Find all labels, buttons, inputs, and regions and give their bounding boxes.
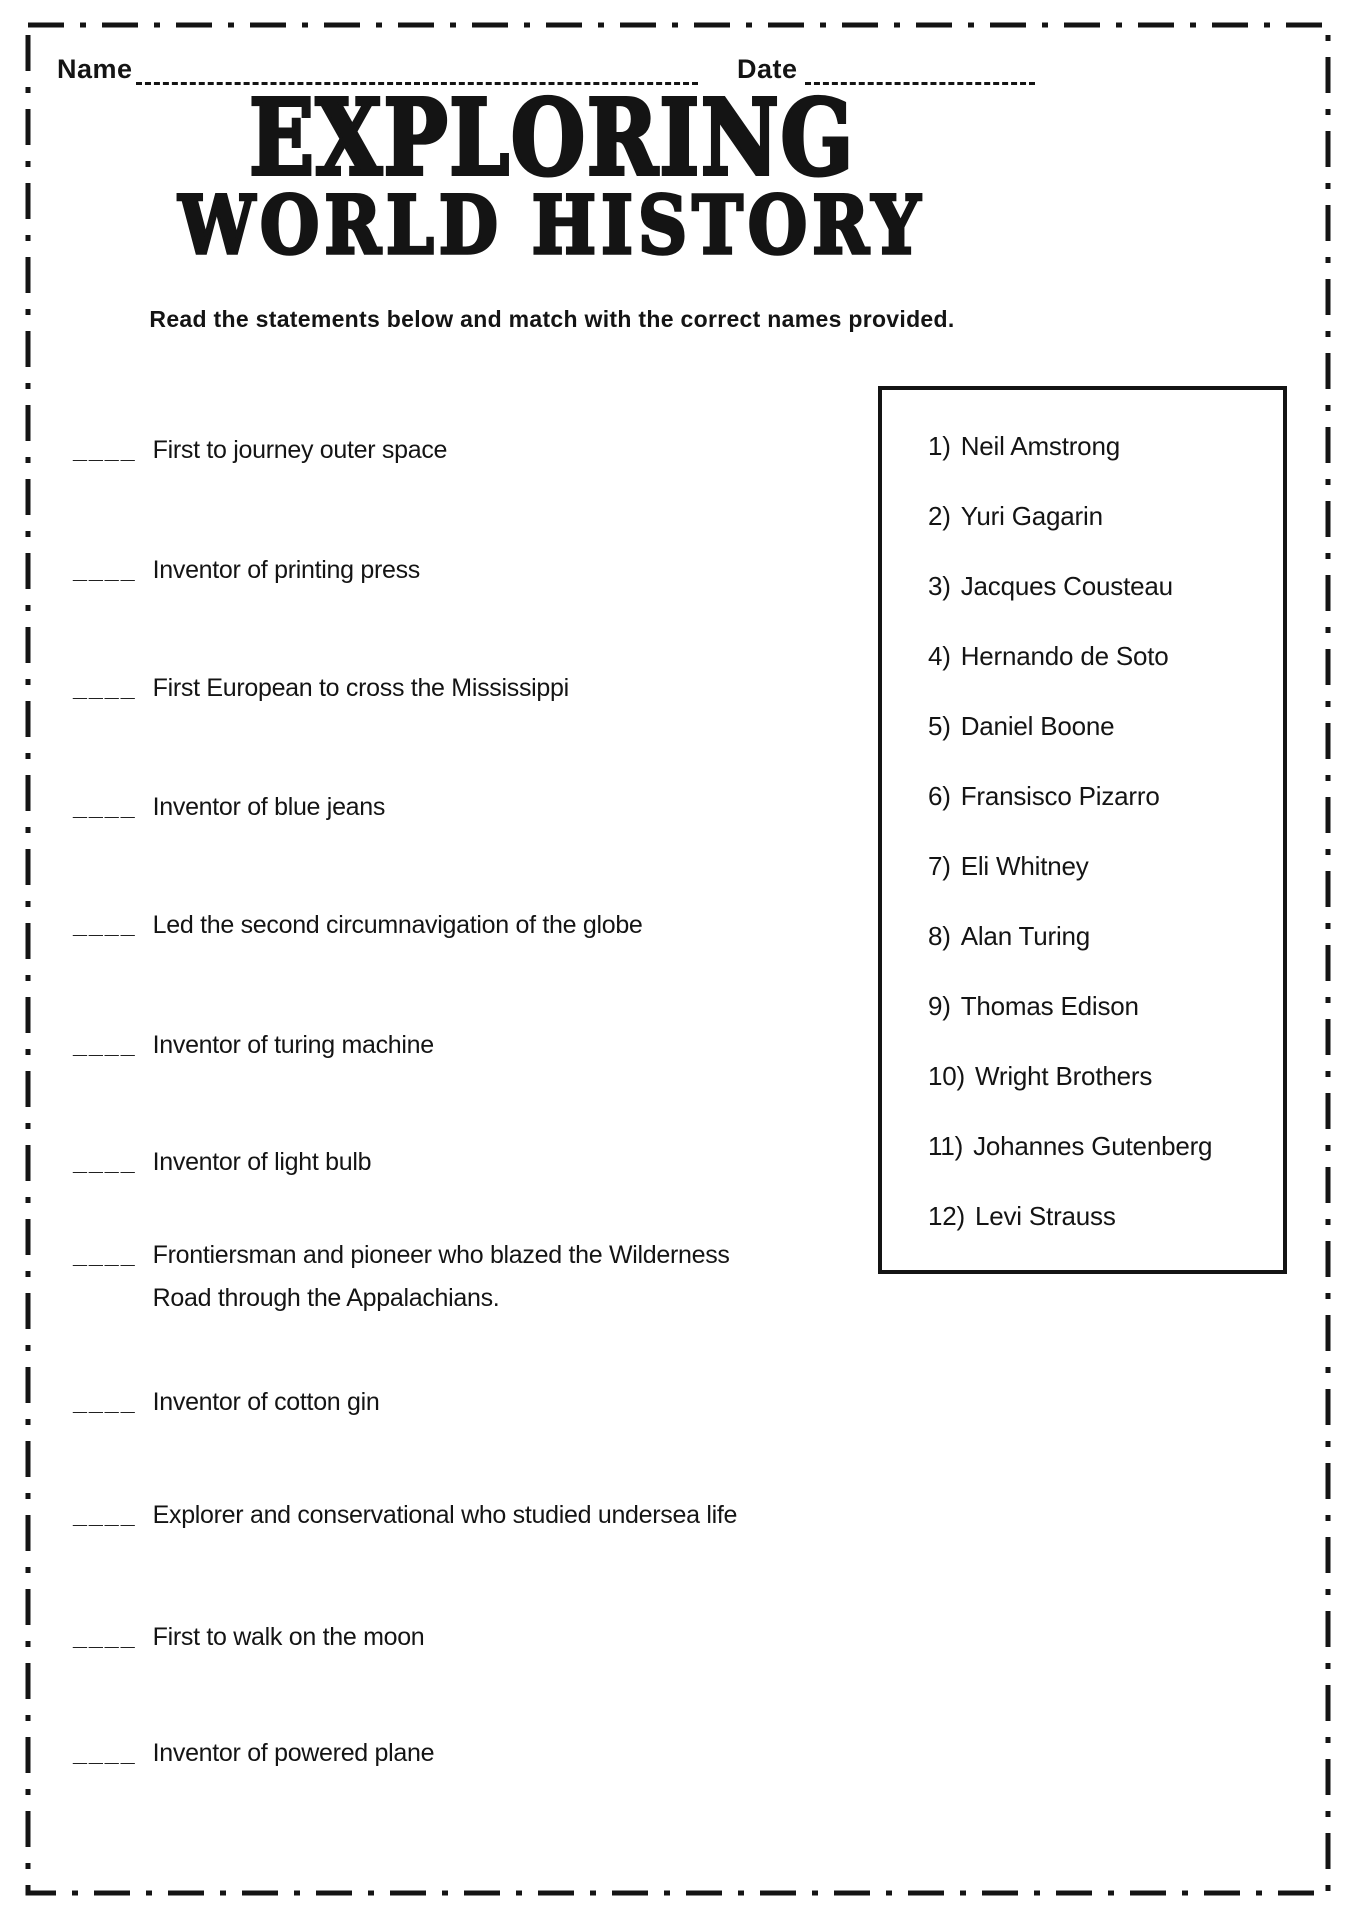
name-option-4 [928,621,1273,691]
question-text-8 [153,1237,730,1324]
name-number-5: 5) [928,710,951,741]
question-text-5: Led the second circumnavigation of the globe [152,911,643,939]
name-label: Name [57,54,133,84]
question-row-7 [73,1144,371,1180]
name-option-6 [928,761,1273,831]
name-option-3 [928,551,1273,621]
question-text-9: Inventor of cotton gin [152,1388,380,1416]
name-text-4: Hernando de Soto [960,640,1169,671]
question-row-1 [73,432,447,468]
name-number-1: 1) [928,430,951,461]
question-text-6: Inventor of turing machine [152,1031,434,1059]
question-row-5 [73,907,643,943]
name-text-9: Thomas Edison [960,990,1139,1021]
question-row-12 [73,1735,434,1771]
name-number-6: 6) [928,780,951,811]
question-text-11: First to walk on the moon [152,1623,425,1651]
answer-blank-9[interactable]: ____ [73,1388,137,1416]
question-row-6 [73,1027,434,1063]
name-number-10: 10) [928,1060,965,1091]
name-option-12 [928,1181,1273,1251]
answer-blank-2[interactable]: ____ [73,556,137,584]
name-text-3: Jacques Cousteau [960,570,1173,601]
worksheet-title-line1: EXPLORING [249,76,855,199]
name-number-2: 2) [928,500,951,531]
answer-blank-4[interactable]: ____ [73,793,137,821]
question-row-10 [73,1497,737,1533]
question-row-2 [73,552,420,588]
name-number-7: 7) [928,850,951,881]
answer-blank-11[interactable]: ____ [73,1623,137,1651]
answer-blank-12[interactable]: ____ [73,1739,137,1767]
question-text-10: Explorer and conservational who studied undersea life [152,1501,738,1529]
name-number-4: 4) [928,640,951,671]
question-row-3 [73,670,569,706]
names-box [878,386,1287,1274]
answer-blank-8[interactable]: ____ [73,1241,137,1269]
name-text-6: Fransisco Pizarro [960,780,1160,811]
name-text-11: Johannes Gutenberg [973,1130,1213,1161]
name-number-9: 9) [928,990,951,1021]
name-number-3: 3) [928,570,951,601]
name-text-1: Neil Amstrong [960,430,1120,461]
answer-blank-10[interactable]: ____ [73,1501,137,1529]
name-text-5: Daniel Boone [960,710,1115,741]
question-row-8 [73,1237,730,1324]
question-row-4 [73,789,385,825]
name-option-8 [928,901,1273,971]
name-text-7: Eli Whitney [960,850,1089,881]
name-number-11: 11) [928,1130,964,1161]
name-option-11 [928,1111,1273,1181]
name-number-12: 12) [928,1200,965,1231]
question-row-9 [73,1384,380,1420]
question-text-12: Inventor of powered plane [152,1739,435,1767]
name-text-8: Alan Turing [960,920,1091,951]
name-text-2: Yuri Gagarin [960,500,1103,531]
name-text-10: Wright Brothers [974,1060,1153,1091]
name-option-7 [928,831,1273,901]
name-option-2 [928,481,1273,551]
name-option-9 [928,971,1273,1041]
name-text-12: Levi Strauss [974,1200,1116,1231]
answer-blank-6[interactable]: ____ [73,1031,137,1059]
answer-blank-1[interactable]: ____ [73,436,137,464]
question-text-4: Inventor of blue jeans [152,793,386,821]
worksheet-title-line2: WORLD HISTORY [178,178,926,272]
question-row-11 [73,1619,424,1655]
answer-blank-3[interactable]: ____ [73,674,137,702]
instructions-text: Read the statements below and match with the correct names provided. [149,306,955,332]
question-text-8-line1: Frontiersman and pioneer who blazed the Wilderness [152,1241,730,1269]
name-option-1 [928,411,1273,481]
date-label: Date [737,54,798,84]
name-option-5 [928,691,1273,761]
question-text-8-line2: Road through the Appalachians. [152,1284,500,1312]
question-text-7: Inventor of light bulb [152,1148,372,1176]
question-text-1: First to journey outer space [152,436,448,464]
question-text-2: Inventor of printing press [152,556,420,584]
answer-blank-7[interactable]: ____ [73,1148,137,1176]
answer-blank-5[interactable]: ____ [73,911,137,939]
name-option-10 [928,1041,1273,1111]
name-number-8: 8) [928,920,951,951]
question-text-3: First European to cross the Mississippi [152,674,569,702]
